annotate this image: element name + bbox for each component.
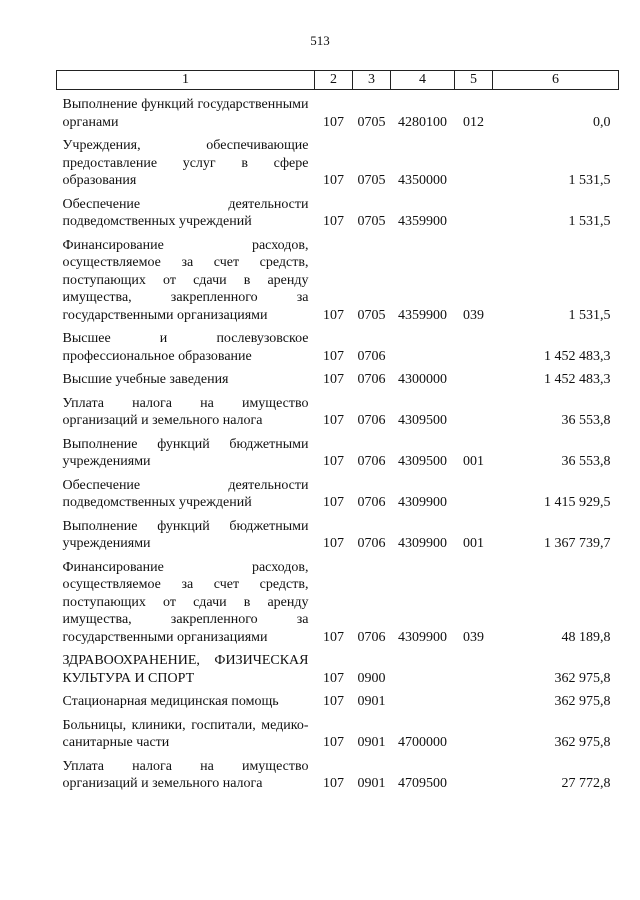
row-code-4: 4309500	[398, 454, 447, 469]
row-code-2: 107	[323, 495, 344, 510]
row-amount: 1 452 483,3	[544, 348, 611, 364]
table-row	[57, 559, 619, 647]
row-code-4	[391, 652, 455, 687]
row-code-4: 4359900	[398, 214, 447, 229]
row-name: Учреждения, обеспечивающие предоставление услуг в сфере образования	[62, 138, 309, 188]
row-code-3: 0706	[357, 413, 386, 428]
row-name: Уплата налога на имущество организаций и земельного налога	[62, 758, 309, 791]
table-row	[57, 518, 619, 553]
row-amount: 27 772,8	[561, 776, 611, 791]
row-code-5	[455, 196, 493, 231]
table-row	[57, 330, 619, 365]
row-code-4: 4309900	[398, 629, 447, 645]
row-code-2: 107	[323, 536, 344, 551]
row-code-5	[455, 717, 493, 752]
row-code-2: 107	[323, 214, 344, 229]
row-code-5: 039	[463, 307, 484, 323]
header-col-4: 4	[391, 71, 455, 90]
header-col-2: 2	[315, 71, 353, 90]
row-code-4: 4309900	[398, 495, 447, 510]
table-row	[57, 96, 619, 131]
row-code-5	[455, 477, 493, 512]
row-code-3: 0705	[357, 307, 386, 323]
row-code-2: 107	[323, 173, 344, 188]
row-name: Обеспечение деятельности подведомственных учреждений	[62, 477, 309, 510]
row-amount: 1 452 483,3	[544, 372, 611, 387]
table-row	[57, 196, 619, 231]
row-code-3: 0706	[357, 372, 386, 387]
row-amount: 48 189,8	[561, 629, 611, 645]
row-amount: 36 553,8	[561, 413, 611, 428]
header-row	[57, 71, 619, 90]
row-code-2: 107	[323, 114, 344, 130]
table-row	[57, 436, 619, 471]
row-code-4: 4309900	[398, 536, 447, 551]
table-body	[57, 90, 619, 793]
header-col-5: 5	[455, 71, 493, 90]
row-code-3: 0900	[357, 670, 386, 686]
row-code-2: 107	[323, 413, 344, 428]
table-row	[57, 652, 619, 687]
row-code-3: 0705	[357, 173, 386, 188]
row-code-4: 4300000	[398, 372, 447, 387]
row-amount: 1 531,5	[568, 173, 611, 188]
table-header	[57, 71, 619, 90]
row-code-3: 0705	[357, 214, 386, 229]
header-col-3: 3	[353, 71, 391, 90]
row-code-2: 107	[323, 454, 344, 469]
table-row	[57, 137, 619, 190]
row-code-2: 107	[323, 735, 344, 750]
row-amount: 1 367 739,7	[544, 536, 611, 551]
row-name: Уплата налога на имущество организаций и земельного налога	[62, 395, 309, 428]
row-code-3: 0706	[357, 495, 386, 510]
table-row	[57, 717, 619, 752]
table-row	[57, 758, 619, 793]
row-code-2: 107	[323, 372, 344, 387]
row-code-2: 107	[323, 307, 344, 323]
header-col-6: 6	[493, 71, 619, 90]
row-name: Выполнение функций бюджетными учреждениями	[62, 518, 309, 551]
row-code-2: 107	[323, 629, 344, 645]
row-code-5: 039	[463, 629, 484, 645]
row-name: Финансирование расходов, осуществляемое за счет средств, поступающих от сдачи в аренду имущества, закрепленного за государственными организациями	[62, 559, 309, 645]
row-code-4: 4280100	[398, 114, 447, 130]
row-amount: 1 415 929,5	[544, 495, 611, 510]
row-amount: 362 975,8	[554, 694, 611, 709]
row-code-3: 0706	[357, 629, 386, 645]
table-row	[57, 477, 619, 512]
row-name: Финансирование расходов, осуществляемое за счет средств, поступающих от сдачи в аренду имущества, закрепленного за государственными организациями	[62, 237, 309, 323]
row-code-5: 012	[463, 114, 484, 130]
row-code-5	[455, 371, 493, 389]
row-name: Выполнение функций государственными органами	[62, 97, 309, 130]
page-number: 513	[310, 33, 330, 48]
row-code-4: 4309500	[398, 413, 447, 428]
row-name: Высшие учебные заведения	[62, 372, 229, 387]
row-code-4: 4709500	[398, 776, 447, 791]
header-col-1: 1	[57, 71, 315, 90]
budget-table	[56, 70, 619, 793]
row-code-5	[455, 758, 493, 793]
row-code-4: 4350000	[398, 173, 447, 188]
row-code-3: 0901	[357, 735, 386, 750]
row-code-5	[455, 330, 493, 365]
row-code-4: 4359900	[398, 307, 447, 323]
table-row	[57, 693, 619, 711]
row-code-4: 4700000	[398, 735, 447, 750]
row-amount: 362 975,8	[554, 735, 611, 750]
row-code-2: 107	[323, 776, 344, 791]
row-code-3: 0706	[357, 348, 386, 364]
row-amount: 1 531,5	[568, 307, 611, 323]
table-row	[57, 395, 619, 430]
row-code-2: 107	[323, 694, 344, 709]
row-name: Высшее и послевузовское профессиональное образование	[62, 331, 309, 364]
row-code-4	[391, 693, 455, 711]
row-amount: 0,0	[593, 114, 611, 130]
row-name: Больницы, клиники, госпитали, медико-санитарные части	[62, 717, 309, 750]
row-code-5: 001	[463, 536, 484, 551]
row-code-5	[455, 395, 493, 430]
row-amount: 362 975,8	[554, 670, 611, 686]
table-row	[57, 371, 619, 389]
table-row	[57, 237, 619, 325]
row-code-2: 107	[323, 348, 344, 364]
row-code-3: 0706	[357, 454, 386, 469]
row-code-4	[391, 330, 455, 365]
row-code-5	[455, 693, 493, 711]
row-amount: 36 553,8	[561, 454, 611, 469]
row-code-3: 0901	[357, 776, 386, 791]
row-code-3: 0705	[357, 114, 386, 130]
row-name: ЗДРАВООХРАНЕНИЕ, ФИЗИЧЕСКАЯ КУЛЬТУРА И СПОРТ	[62, 653, 309, 686]
row-code-2: 107	[323, 670, 344, 686]
row-code-5: 001	[463, 454, 484, 469]
row-code-3: 0706	[357, 536, 386, 551]
row-code-5	[455, 137, 493, 190]
row-name: Стационарная медицинская помощь	[62, 694, 279, 709]
row-code-5	[455, 652, 493, 687]
row-name: Обеспечение деятельности подведомственных учреждений	[62, 196, 309, 229]
row-name: Выполнение функций бюджетными учреждениями	[62, 436, 309, 469]
row-code-3: 0901	[357, 694, 386, 709]
row-amount: 1 531,5	[568, 214, 611, 229]
